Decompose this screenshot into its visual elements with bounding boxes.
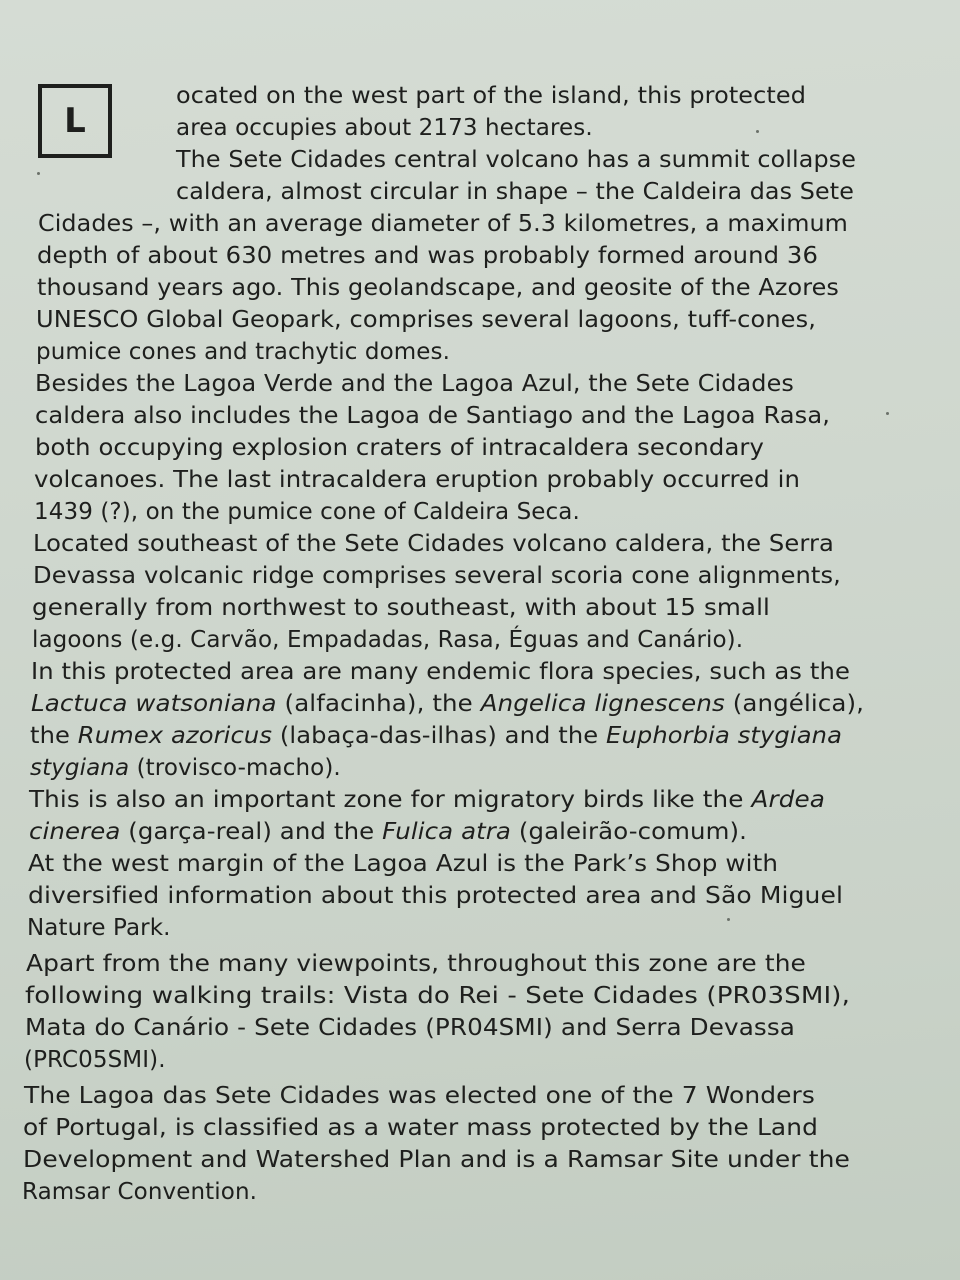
- sign-text-line: Besides the Lagoa Verde and the Lagoa Azul, the Sete Cidades: [35, 371, 794, 397]
- sign-text-line: This is also an important zone for migratory birds like the Ardea: [29, 787, 825, 813]
- sign-text-line: the Rumex azoricus (labaça-das-ilhas) and the Euphorbia stygiana: [30, 723, 843, 749]
- sign-text-line: lagoons (e.g. Carvão, Empadadas, Rasa, Éguas and Canário).: [32, 627, 744, 653]
- sign-text-line: area occupies about 2173 hectares.: [176, 115, 593, 141]
- sign-text-line: Development and Watershed Plan and is a Ramsar Site under the: [23, 1147, 850, 1173]
- surface-speck: [756, 130, 759, 133]
- sign-text-line: Located southeast of the Sete Cidades volcano caldera, the Serra: [33, 531, 834, 557]
- sign-text-line: UNESCO Global Geopark, comprises several lagoons, tuff-cones,: [36, 307, 816, 333]
- sign-text-line: of Portugal, is classified as a water mass protected by the Land: [23, 1115, 818, 1141]
- sign-text-line: volcanoes. The last intracaldera eruption probably occurred in: [34, 467, 801, 493]
- sign-text-line: Nature Park.: [27, 915, 171, 941]
- sign-text-line: caldera, almost circular in shape – the Caldeira das Sete: [176, 179, 854, 205]
- sign-text-line: thousand years ago. This geolandscape, and geosite of the Azores: [37, 275, 840, 301]
- sign-text-line: depth of about 630 metres and was probably formed around 36: [37, 243, 819, 269]
- sign-text-line: Apart from the many viewpoints, throughout this zone are the: [26, 951, 806, 977]
- sign-text-line: pumice cones and trachytic domes.: [36, 339, 450, 365]
- sign-text-line: Devassa volcanic ridge comprises several scoria cone alignments,: [33, 563, 841, 589]
- drop-cap-letter: L: [38, 84, 112, 158]
- sign-text-line: Ramsar Convention.: [22, 1179, 258, 1205]
- sign-text-line: diversified information about this protected area and São Miguel: [28, 883, 844, 909]
- surface-speck: [37, 172, 40, 175]
- surface-speck: [886, 412, 889, 415]
- sign-text-line: cinerea (garça-real) and the Fulica atra (galeirão-comum).: [29, 819, 747, 845]
- sign-text-line: 1439 (?), on the pumice cone of Caldeira Seca.: [34, 499, 580, 525]
- sign-text-line: The Sete Cidades central volcano has a summit collapse: [176, 147, 856, 173]
- sign-text-line: generally from northwest to southeast, with about 15 small: [32, 595, 770, 621]
- sign-text-line: (PRC05SMI).: [24, 1047, 166, 1073]
- sign-text-line: Lactuca watsoniana (alfacinha), the Angelica lignescens (angélica),: [31, 691, 865, 717]
- sign-text-line: ocated on the west part of the island, this protected: [176, 83, 806, 109]
- sign-text-line: In this protected area are many endemic flora species, such as the: [31, 659, 850, 685]
- surface-speck: [727, 918, 730, 921]
- sign-text-line: The Lagoa das Sete Cidades was elected one of the 7 Wonders: [24, 1083, 815, 1109]
- sign-text-line: following walking trails: Vista do Rei - Sete Cidades (PR03SMI),: [25, 983, 850, 1009]
- sign-text-line: Cidades –, with an average diameter of 5.3 kilometres, a maximum: [38, 211, 848, 237]
- sign-text-line: stygiana (trovisco-macho).: [30, 755, 341, 781]
- sign-text-line: both occupying explosion craters of intracaldera secondary: [35, 435, 765, 461]
- sign-text-line: At the west margin of the Lagoa Azul is the Park’s Shop with: [28, 851, 779, 877]
- sign-text-line: caldera also includes the Lagoa de Santiago and the Lagoa Rasa,: [35, 403, 831, 429]
- sign-text-line: Mata do Canário - Sete Cidades (PR04SMI) and Serra Devassa: [25, 1015, 796, 1041]
